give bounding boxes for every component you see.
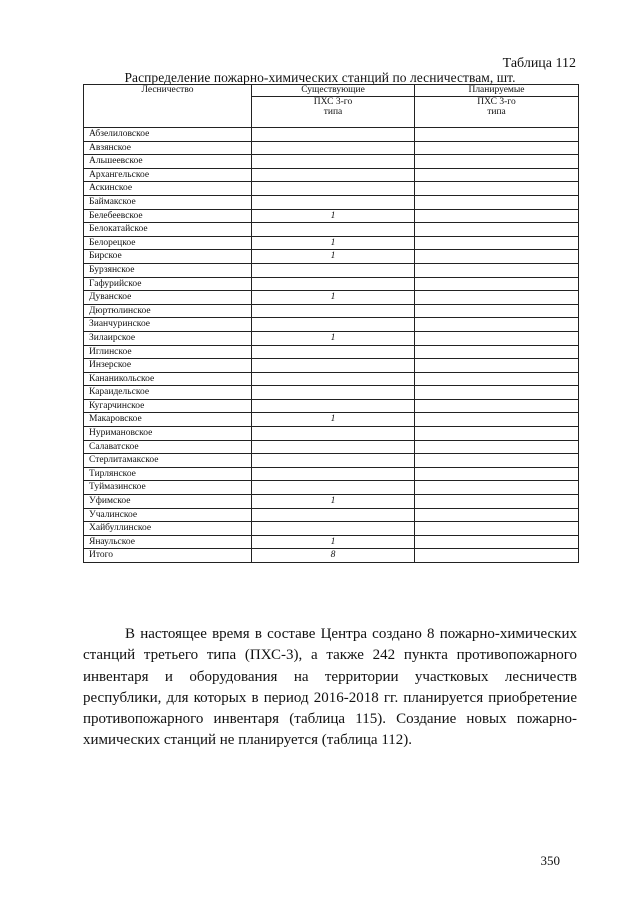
- existing-count-cell: 1: [252, 535, 415, 549]
- planned-count-cell: [415, 209, 579, 223]
- planned-count-cell: [415, 345, 579, 359]
- forestry-name-cell: Уфимское: [84, 495, 252, 509]
- planned-count-cell: [415, 318, 579, 332]
- existing-count-cell: [252, 372, 415, 386]
- forestry-name-cell: Итого: [84, 549, 252, 563]
- existing-count-cell: 1: [252, 209, 415, 223]
- planned-count-cell: [415, 331, 579, 345]
- body-paragraph: [83, 624, 577, 752]
- existing-count-cell: 1: [252, 331, 415, 345]
- table-row: [84, 195, 579, 209]
- planned-count-cell: [415, 535, 579, 549]
- forestry-name-cell: Баймакское: [84, 195, 252, 209]
- planned-count-cell: [415, 141, 579, 155]
- forestry-name-cell: Иглинское: [84, 345, 252, 359]
- forestry-name-cell: Макаровское: [84, 413, 252, 427]
- table-caption: Таблица 112: [502, 56, 576, 71]
- header-planned-sub1: ПХС 3-го: [477, 96, 516, 107]
- header-existing-sub2: типа: [323, 107, 343, 117]
- forestry-name-cell: Караидельское: [84, 386, 252, 400]
- planned-count-cell: [415, 195, 579, 209]
- planned-count-cell: [415, 372, 579, 386]
- table-row: [84, 331, 579, 345]
- forestry-name-cell: Стерлитамакское: [84, 454, 252, 468]
- existing-count-cell: [252, 345, 415, 359]
- existing-count-cell: [252, 359, 415, 373]
- table-header-row: [84, 85, 579, 128]
- forestry-name-cell: Салаватское: [84, 440, 252, 454]
- planned-count-cell: [415, 549, 579, 563]
- existing-count-cell: [252, 263, 415, 277]
- planned-count-cell: [415, 277, 579, 291]
- planned-count-cell: [415, 304, 579, 318]
- table-row: [84, 386, 579, 400]
- page-number: 350: [540, 853, 560, 868]
- existing-count-cell: [252, 195, 415, 209]
- planned-count-cell: [415, 467, 579, 481]
- header-planned: [415, 85, 579, 128]
- header-existing-sub1: ПХС 3-го: [313, 96, 353, 107]
- existing-count-cell: [252, 223, 415, 237]
- table-row: [84, 413, 579, 427]
- existing-count-cell: [252, 304, 415, 318]
- header-forestry-label: Лесничество: [141, 85, 194, 95]
- existing-count-cell: [252, 454, 415, 468]
- existing-count-cell: 1: [252, 236, 415, 250]
- forestry-name-cell: Кугарчинское: [84, 399, 252, 413]
- existing-count-cell: [252, 155, 415, 169]
- forestry-name-cell: Дуванское: [84, 291, 252, 305]
- forestry-name-cell: Белорецкое: [84, 236, 252, 250]
- planned-count-cell: [415, 250, 579, 264]
- existing-count-cell: [252, 440, 415, 454]
- table-row: [84, 304, 579, 318]
- table-row: [84, 427, 579, 441]
- forestry-stations-table: [83, 84, 579, 563]
- table-body: [84, 128, 579, 563]
- forestry-name-cell: Тирлянское: [84, 467, 252, 481]
- planned-count-cell: [415, 522, 579, 536]
- table-row: [84, 168, 579, 182]
- header-forestry: [84, 85, 252, 128]
- table-row: [84, 236, 579, 250]
- forestry-name-cell: Авзянское: [84, 141, 252, 155]
- table-row: [84, 481, 579, 495]
- existing-count-cell: 1: [252, 291, 415, 305]
- existing-count-cell: 1: [252, 495, 415, 509]
- table-row: [84, 250, 579, 264]
- table-row: [84, 277, 579, 291]
- planned-count-cell: [415, 386, 579, 400]
- forestry-name-cell: Бурзянское: [84, 263, 252, 277]
- forestry-name-cell: Зилаирское: [84, 331, 252, 345]
- forestry-name-cell: Абзелиловское: [84, 128, 252, 142]
- planned-count-cell: [415, 440, 579, 454]
- existing-count-cell: [252, 168, 415, 182]
- existing-count-cell: [252, 386, 415, 400]
- forestry-name-cell: Зианчуринское: [84, 318, 252, 332]
- planned-count-cell: [415, 236, 579, 250]
- existing-count-cell: 1: [252, 250, 415, 264]
- planned-count-cell: [415, 182, 579, 196]
- existing-count-cell: [252, 467, 415, 481]
- forestry-name-cell: Кананикольское: [84, 372, 252, 386]
- existing-count-cell: [252, 182, 415, 196]
- forestry-name-cell: Альшеевское: [84, 155, 252, 169]
- table-row: [84, 128, 579, 142]
- forestry-name-cell: Учалинское: [84, 508, 252, 522]
- table-row: [84, 372, 579, 386]
- table-row: [84, 155, 579, 169]
- existing-count-cell: 1: [252, 413, 415, 427]
- table-row: [84, 399, 579, 413]
- existing-count-cell: [252, 481, 415, 495]
- planned-count-cell: [415, 481, 579, 495]
- table-row: [84, 359, 579, 373]
- existing-count-cell: [252, 277, 415, 291]
- header-planned-sub2: типа: [487, 107, 506, 117]
- existing-count-cell: [252, 128, 415, 142]
- forestry-name-cell: Аскинское: [84, 182, 252, 196]
- forestry-name-cell: Янаульское: [84, 535, 252, 549]
- table-row: [84, 141, 579, 155]
- forestry-name-cell: Хайбуллинское: [84, 522, 252, 536]
- forestry-name-cell: Гафурийское: [84, 277, 252, 291]
- table-row: [84, 549, 579, 563]
- planned-count-cell: [415, 291, 579, 305]
- table-title: Распределение пожарно-химических станций по лесничествам, шт.: [124, 70, 516, 85]
- table-row: [84, 223, 579, 237]
- table-row: [84, 345, 579, 359]
- existing-count-cell: 8: [252, 549, 415, 563]
- table-row: [84, 263, 579, 277]
- planned-count-cell: [415, 454, 579, 468]
- table-row: [84, 291, 579, 305]
- existing-count-cell: [252, 508, 415, 522]
- table-row: [84, 454, 579, 468]
- paragraph-text: В настоящее время в составе Центра создано 8 пожарно-химических станций третьего типа (ПХС-3), а также 242 пункта противопожарного инвентаря и оборудования на территории участковых лесничеств республики, для которых в период 2016-2018 гг. планируется приобретение противопожарного инвентаря (таблица 115). Создание новых пожарно-химических станций не планируется (таблица 112).: [83, 626, 577, 749]
- forestry-name-cell: Бирское: [84, 250, 252, 264]
- planned-count-cell: [415, 508, 579, 522]
- planned-count-cell: [415, 263, 579, 277]
- forestry-name-cell: Белокатайское: [84, 223, 252, 237]
- header-existing: [252, 85, 415, 128]
- existing-count-cell: [252, 318, 415, 332]
- planned-count-cell: [415, 495, 579, 509]
- planned-count-cell: [415, 427, 579, 441]
- table-row: [84, 209, 579, 223]
- existing-count-cell: [252, 427, 415, 441]
- planned-count-cell: [415, 128, 579, 142]
- header-existing-label: Существующие: [252, 85, 414, 97]
- existing-count-cell: [252, 522, 415, 536]
- planned-count-cell: [415, 359, 579, 373]
- header-planned-label: Планируемые: [415, 85, 578, 97]
- forestry-name-cell: Дюртюлинское: [84, 304, 252, 318]
- table-row: [84, 440, 579, 454]
- planned-count-cell: [415, 155, 579, 169]
- table-row: [84, 495, 579, 509]
- planned-count-cell: [415, 413, 579, 427]
- table-row: [84, 467, 579, 481]
- table-row: [84, 318, 579, 332]
- forestry-name-cell: Инзерское: [84, 359, 252, 373]
- existing-count-cell: [252, 399, 415, 413]
- table-row: [84, 535, 579, 549]
- planned-count-cell: [415, 168, 579, 182]
- forestry-name-cell: Туймазинское: [84, 481, 252, 495]
- forestry-name-cell: Нуримановское: [84, 427, 252, 441]
- forestry-name-cell: Архангельское: [84, 168, 252, 182]
- table-row: [84, 508, 579, 522]
- planned-count-cell: [415, 223, 579, 237]
- planned-count-cell: [415, 399, 579, 413]
- table-row: [84, 522, 579, 536]
- existing-count-cell: [252, 141, 415, 155]
- table-row: [84, 182, 579, 196]
- forestry-name-cell: Белебеевское: [84, 209, 252, 223]
